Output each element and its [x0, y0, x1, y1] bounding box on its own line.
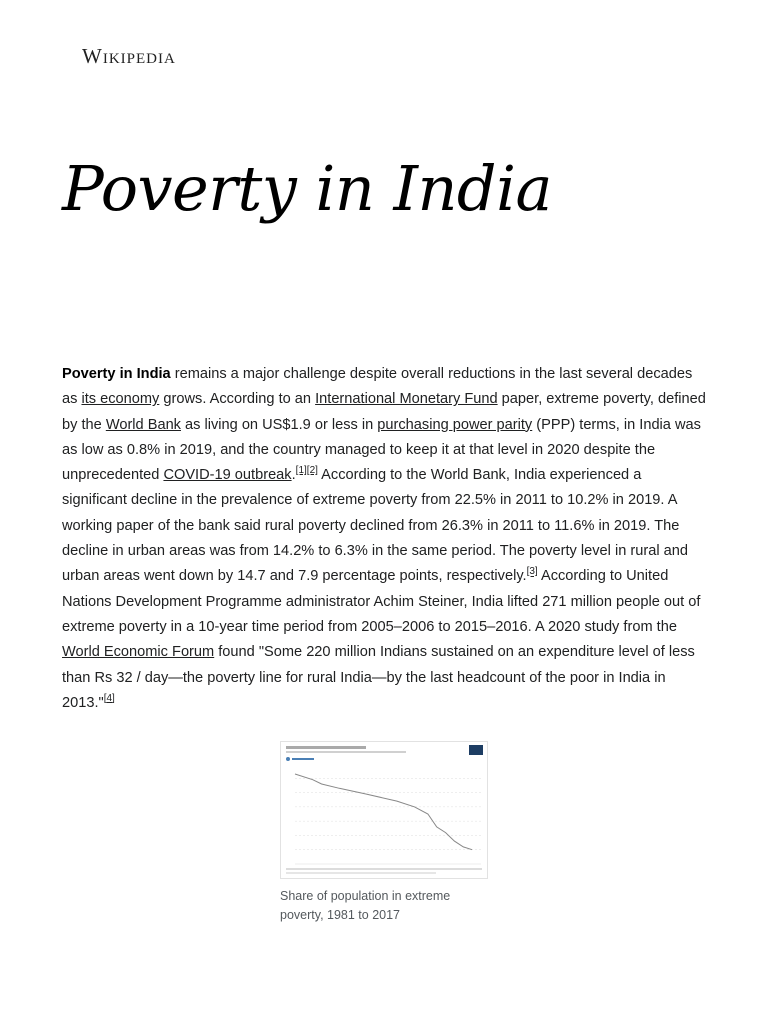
page-title: Poverty in India: [62, 152, 552, 225]
link-ppp[interactable]: purchasing power parity: [377, 416, 533, 433]
poverty-chart: [281, 742, 487, 878]
ref-4[interactable]: [4]: [103, 693, 115, 704]
ref-2[interactable]: [2]: [306, 465, 318, 477]
link-imf[interactable]: International Monetary Fund: [315, 391, 498, 408]
owid-logo-icon: [469, 745, 483, 755]
text: paper, extreme poverty, defined by the: [62, 391, 706, 433]
figure-caption: Share of population in extreme poverty, 1981 to 2017: [280, 889, 451, 922]
link-covid[interactable]: COVID-19 outbreak: [163, 467, 292, 484]
series-marker-icon: [286, 757, 290, 761]
series-line: [295, 774, 472, 850]
link-its-economy[interactable]: its economy: [81, 391, 160, 408]
text: .: [291, 467, 296, 484]
chart-thumbnail[interactable]: [280, 741, 488, 879]
chart-title-bar: [286, 746, 366, 749]
intro-paragraph: [62, 362, 708, 716]
ref-1[interactable]: [1]: [295, 465, 307, 477]
figure: [280, 741, 488, 925]
link-wef[interactable]: World Economic Forum: [62, 644, 215, 661]
legend-bar: [292, 758, 314, 760]
footer-bar: [286, 868, 482, 870]
text: as living on US$1.9 or less in: [180, 416, 378, 433]
text: remains a major challenge despite overall reductions in the last several decades as: [62, 366, 693, 408]
text: According to the World Bank, India experienced a significant decline in the prevalence of extreme poverty from 22.5% in 2011 to 10.2% in 2019. A working paper of the bank said rural poverty declined from 26.3% in 2011 to 11.6% in 2019. The decline in urban areas was from 14.2% to 6.3% in the same period. The poverty level in rural and urban areas went down by 14.7 and 7.9 percentage points, respectively.: [62, 467, 688, 585]
footer-bar: [286, 872, 436, 874]
chart-subtitle-bar: [286, 751, 406, 753]
text: (PPP) terms, in India was as low as 0.8% in 2019, and the country managed to keep it at that level in 2020 despite the unprecedented: [62, 416, 701, 484]
bold-term: Poverty in India: [62, 366, 171, 382]
text: grows. According to an: [159, 391, 316, 408]
wikipedia-wordmark[interactable]: Wikipedia: [82, 44, 176, 68]
text: found "Some 220 million Indians sustained on an expenditure level of less than Rs 32 / day—the poverty line for rural India—by the last headcount of the poor in India in 2013.": [62, 644, 695, 711]
ref-3[interactable]: [3]: [526, 566, 538, 578]
text: According to United Nations Development Programme administrator Achim Steiner, India lifted 271 million people out of extreme poverty in a 10-year time period from 2005–2006 to 2015–2016. A 2020 study from the: [62, 568, 701, 635]
link-world-bank[interactable]: World Bank: [105, 416, 181, 433]
